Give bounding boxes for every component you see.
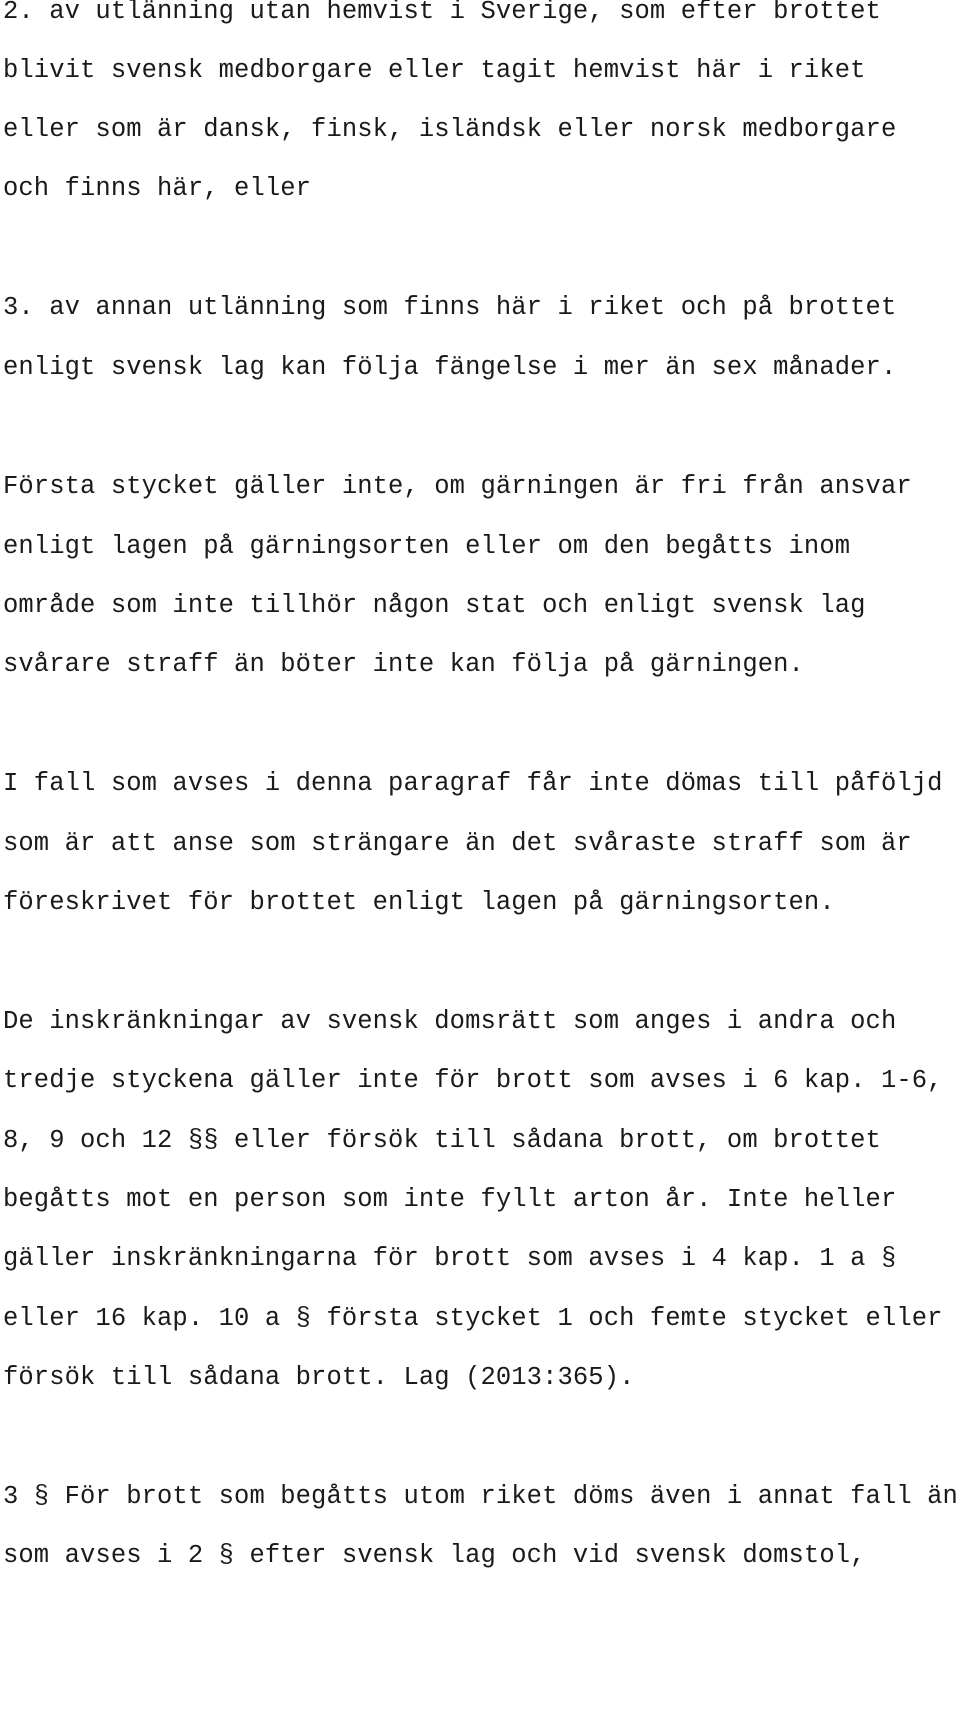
text-line: blivit svensk medborgare eller tagit hemvist här i riket <box>3 56 866 85</box>
text-line: 2. av utlänning utan hemvist i Sverige, som efter brottet <box>3 0 881 26</box>
text-line: och finns här, eller <box>3 174 312 203</box>
text-line: De inskränkningar av svensk domsrätt som anges i andra och <box>3 1007 897 1036</box>
text-line: I fall som avses i denna paragraf får inte dömas till påföljd <box>3 769 943 798</box>
text-line: 3. av annan utlänning som finns här i riket och på brottet <box>3 293 897 322</box>
text-line: eller som är dansk, finsk, isländsk eller norsk medborgare <box>3 115 897 144</box>
text-line: svårare straff än böter inte kan följa på gärningen. <box>3 650 804 679</box>
text-line: som är att anse som strängare än det svåraste straff som är <box>3 829 912 858</box>
text-line: 3 § För brott som begåtts utom riket döms även i annat fall än <box>3 1482 958 1511</box>
text-line: försök till sådana brott. Lag (2013:365). <box>3 1363 635 1392</box>
text-line: 8, 9 och 12 §§ eller försök till sådana brott, om brottet <box>3 1126 881 1155</box>
text-line: gäller inskränkningarna för brott som avses i 4 kap. 1 a § <box>3 1244 897 1273</box>
text-line: tredje styckena gäller inte för brott som avses i 6 kap. 1-6, <box>3 1066 943 1095</box>
text-line: föreskrivet för brottet enligt lagen på gärningsorten. <box>3 888 835 917</box>
text-line: område som inte tillhör någon stat och enligt svensk lag <box>3 591 866 620</box>
text-line: eller 16 kap. 10 a § första stycket 1 och femte stycket eller <box>3 1304 943 1333</box>
text-line: Första stycket gäller inte, om gärningen är fri från ansvar <box>3 472 912 501</box>
text-line: som avses i 2 § efter svensk lag och vid svensk domstol, <box>3 1541 866 1570</box>
text-line: enligt svensk lag kan följa fängelse i mer än sex månader. <box>3 353 897 382</box>
text-line: enligt lagen på gärningsorten eller om den begåtts inom <box>3 532 851 561</box>
text-line: begåtts mot en person som inte fyllt arton år. Inte heller <box>3 1185 897 1214</box>
